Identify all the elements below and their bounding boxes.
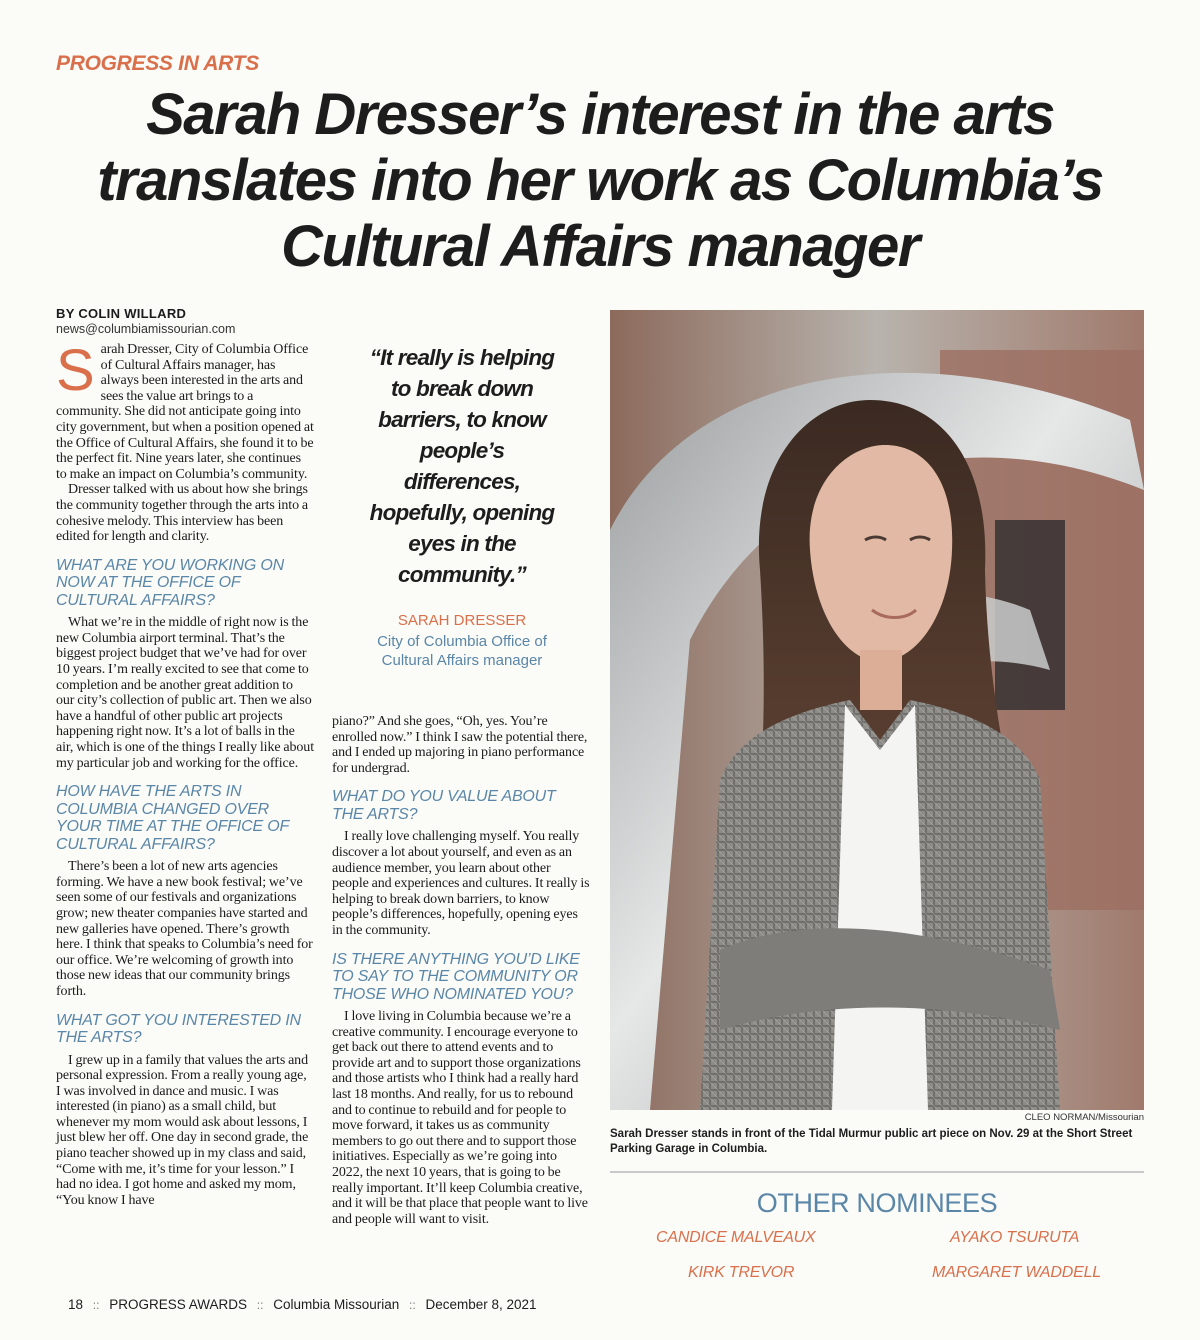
footer-date: December 8, 2021 [425,1297,537,1312]
footer-separator: :: [92,1298,100,1312]
answer-paragraph: There’s been a lot of new arts agencies forming. We have a new book festival; we’ve seen some of our festivals and organizations grow; new theater companies have started and new galleries have opened. There’s growth here. I think that speaks to Columbia’s need for our office. We’re welcoming of growth into those new ideas that our community brings forth. [56,859,313,999]
answer-paragraph: I really love challenging myself. You really discover a lot about yourself, and even as an audience member, you learn about other people and experiences and cultures. It really is helping to break down barriers, to know people’s differences, hopefully, opening eyes in the community. [332,829,590,938]
divider [610,1171,1144,1173]
headline: Sarah Dresser’s interest in the arts translates into her work as Columbia’s Cultural Affairs manager [97,82,1103,279]
nominee-name: AYAKO TSURUTA [950,1229,1080,1246]
photo-credit: CLEO NORMAN/Missourian [1024,1112,1144,1123]
answer-paragraph-continued: piano?” And she goes, “Oh, yes. You’re enrolled now.” I think I saw the potential there, and I ended up majoring in piano performance for undergrad. [332,714,588,776]
page-footer [68,1297,537,1312]
answer-paragraph: I love living in Columbia because we’re a creative community. I encourage everyone to get back out there to attend events and to provide art and to support those organizations and those artists who I think had a really hard last 18 months. And really, for us to rebound and to continue to rebuild and for people to move forward, it takes us as community members to go out there and to support those initiatives. Especially as we’re going into 2022, the next 10 years, that is going to be really important. It’ll keep Columbia creative, and it will be that place that people want to live and people will want to visit. [332,1009,588,1227]
pull-quote-title: City of Columbia Office of Cultural Affairs manager [377,633,547,669]
portrait-photo [610,310,1144,1110]
footer-publication: Columbia Missourian [273,1297,400,1312]
question-heading: WHAT ARE YOU WORKING ON NOW AT THE OFFICE OF CULTURAL AFFAIRS? [56,556,285,609]
byline: BY COLIN WILLARD [56,306,187,321]
portrait-illustration [610,310,1144,1110]
author-email: news@columbiamissourian.com [56,322,236,336]
pull-quote-name: SARAH DRESSER [397,612,527,629]
nominees-title: OTHER NOMINEES [756,1188,998,1218]
section-label: PROGRESS IN ARTS [56,52,259,75]
question-heading: HOW HAVE THE ARTS IN COLUMBIA CHANGED OVER YOUR TIME AT THE OFFICE OF CULTURAL AFFAIRS? [56,783,289,853]
drop-cap: S [56,338,95,403]
nominee-name: MARGARET WADDELL [932,1264,1101,1281]
question-heading: WHAT GOT YOU INTERESTED IN THE ARTS? [56,1011,301,1046]
answer-paragraph: What we’re in the middle of right now is the new Columbia airport terminal. That’s the biggest project budget that we’ve had for over 10 years. I’m really excited to see that come to completion and be another great addition to our city’s collection of public art. Then we also have a handful of other public art projects happening right now. It’s a lot of balls in the air, which is one of the things I really like about my particular job and working for the office. [56,615,314,771]
intro-paragraph: Sarah Dresser, City of Columbia Office of Cultural Affairs manager, has always been interested in the arts and sees the value art brings to a community. She did not anticipate going into city government, but when a position opened at the Office of Cultural Affairs, she found it to be the perfect fit. Nine years later, she continues to make an impact on Columbia’s community. [56,338,314,482]
page-number: 18 [68,1297,84,1312]
nominee-name: CANDICE MALVEAUX [656,1229,816,1246]
pull-quote: “It really is helping to break down barriers, to know people’s differences, hopefully, opening eyes in the community.” [369,345,555,587]
question-heading: WHAT DO YOU VALUE ABOUT THE ARTS? [332,788,556,823]
footer-separator: :: [409,1298,416,1312]
photo-caption: Sarah Dresser stands in front of the Tidal Murmur public art piece on Nov. 29 at the Short Street Parking Garage in Columbia. [610,1128,1133,1155]
article-column-2 [332,714,590,1227]
article-column-1 [56,338,314,1208]
question-heading: IS THERE ANYTHING YOU’D LIKE TO SAY TO THE COMMUNITY OR THOSE WHO NOMINATED YOU? [332,950,580,1003]
footer-section: PROGRESS AWARDS [109,1297,248,1312]
footer-separator: :: [256,1298,264,1312]
answer-paragraph: I grew up in a family that values the arts and personal expression. From a really young age, I was involved in dance and music. I was interested (in piano) as a small child, but whenever my mom would ask about lessons, I just blew her off. One day in second grade, the piano teacher showed up in my class and said, “Come with me, it’s time for your lesson.” I had no idea. I got home and asked my mom, “You know I have [56,1052,309,1208]
intro-paragraph-2: Dresser talked with us about how she brings the community together through the arts into a cohesive melody. This interview has been edited for length and clarity. [56,482,309,545]
nominee-name: KIRK TREVOR [688,1264,795,1281]
